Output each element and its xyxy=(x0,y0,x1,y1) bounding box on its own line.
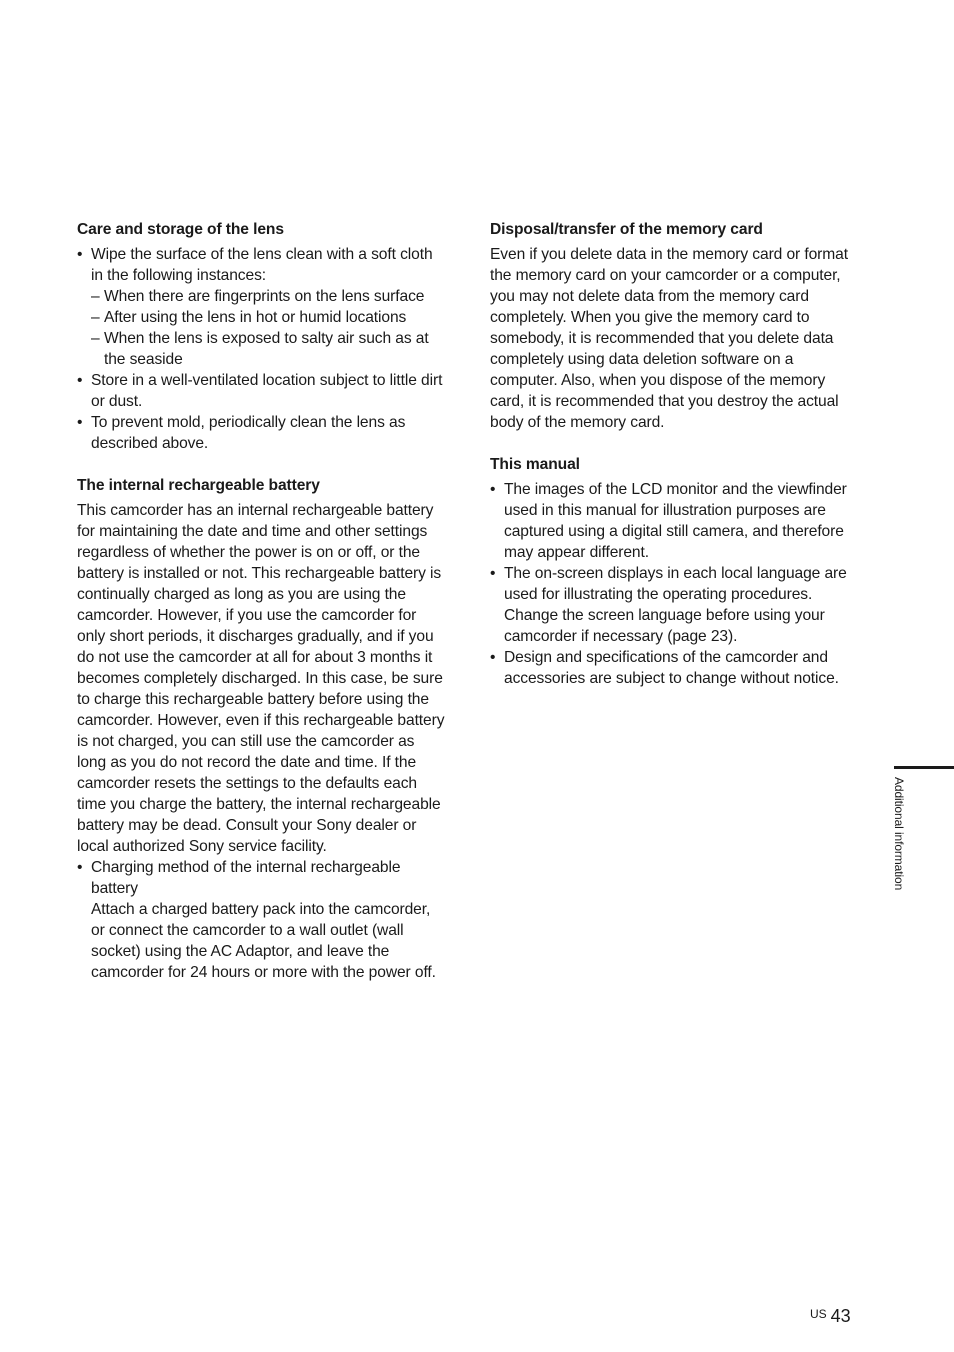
sub-list-item: – After using the lens in hot or humid locations xyxy=(91,307,445,328)
page-number: 43 xyxy=(830,1306,851,1326)
list-item: • Design and specifications of the camcorder and accessories are subject to change without notice. xyxy=(490,647,860,689)
list-item xyxy=(77,857,445,983)
side-tab-label: Additional information xyxy=(892,777,906,891)
list-item-title: • Charging method of the internal rechargeable battery xyxy=(91,859,401,897)
sub-list-item: – When the lens is exposed to salty air such as at the seaside xyxy=(91,328,445,370)
page-footer xyxy=(810,1306,851,1327)
section-heading: The internal rechargeable battery xyxy=(77,477,320,494)
section-lens-care xyxy=(77,219,445,454)
bullet-list xyxy=(77,857,445,983)
body-paragraph: This camcorder has an internal rechargeable battery for maintaining the date and time and other settings regardless of whether the power is on or off, or the battery is installed or not. This rechargeable battery is continually charged as long as you are using the camcorder. However, if you use the camcorder for only short periods, it discharges gradually, and if you do not use the camcorder at all for about 3 months it becomes completely discharged. In this case, be sure to charge this rechargeable battery before using the camcorder. However, even if this rechargeable battery is not charged, you can still use the camcorder as long as you do not record the date and time. If the camcorder resets the settings to the defaults each time you charge the battery, the internal rechargeable battery may be dead. Consult your Sony dealer or local authorized Sony service facility. xyxy=(77,502,445,855)
section-this-manual xyxy=(490,454,860,689)
side-tab-bar xyxy=(894,766,954,769)
body-paragraph: Even if you delete data in the memory card or format the memory card on your camcorder or a computer, you may not delete data from the memory card completely. When you give the memory card to somebody, it is recommended that you delete data completely using data deletion software on a computer. Also, when you dispose of the memory card, it is recommended that you destroy the actual body of the memory card. xyxy=(490,246,848,431)
left-column xyxy=(77,219,445,1004)
list-item-body: Attach a charged battery pack into the camcorder, or connect the camcorder to a wall outlet (wall socket) using the AC Adaptor, and leave the camcorder for 24 hours or more with the power off. xyxy=(91,901,436,981)
language-code: US xyxy=(810,1307,827,1321)
sub-list-item: – When there are fingerprints on the lens surface xyxy=(91,286,445,307)
bullet-list xyxy=(77,244,445,454)
section-heading: Disposal/transfer of the memory card xyxy=(490,221,763,238)
sub-list xyxy=(91,286,445,370)
list-item-text: Wipe the surface of the lens clean with a soft cloth in the following instances: xyxy=(91,246,433,284)
section-heading: This manual xyxy=(490,456,580,473)
list-item: • Store in a well-ventilated location subject to little dirt or dust. xyxy=(77,370,445,412)
list-item: • The images of the LCD monitor and the viewfinder used in this manual for illustration purposes are captured using a digital still camera, and therefore may appear different. xyxy=(490,479,860,563)
list-item: • To prevent mold, periodically clean the lens as described above. xyxy=(77,412,445,454)
section-memory-card xyxy=(490,219,860,433)
list-item xyxy=(77,244,445,370)
section-internal-battery xyxy=(77,475,445,983)
right-column xyxy=(490,219,860,710)
list-item: • The on-screen displays in each local language are used for illustrating the operating procedures. Change the screen language before using your camcorder if necessary (page 23). xyxy=(490,563,860,647)
bullet-list xyxy=(490,479,860,689)
section-heading: Care and storage of the lens xyxy=(77,221,284,238)
